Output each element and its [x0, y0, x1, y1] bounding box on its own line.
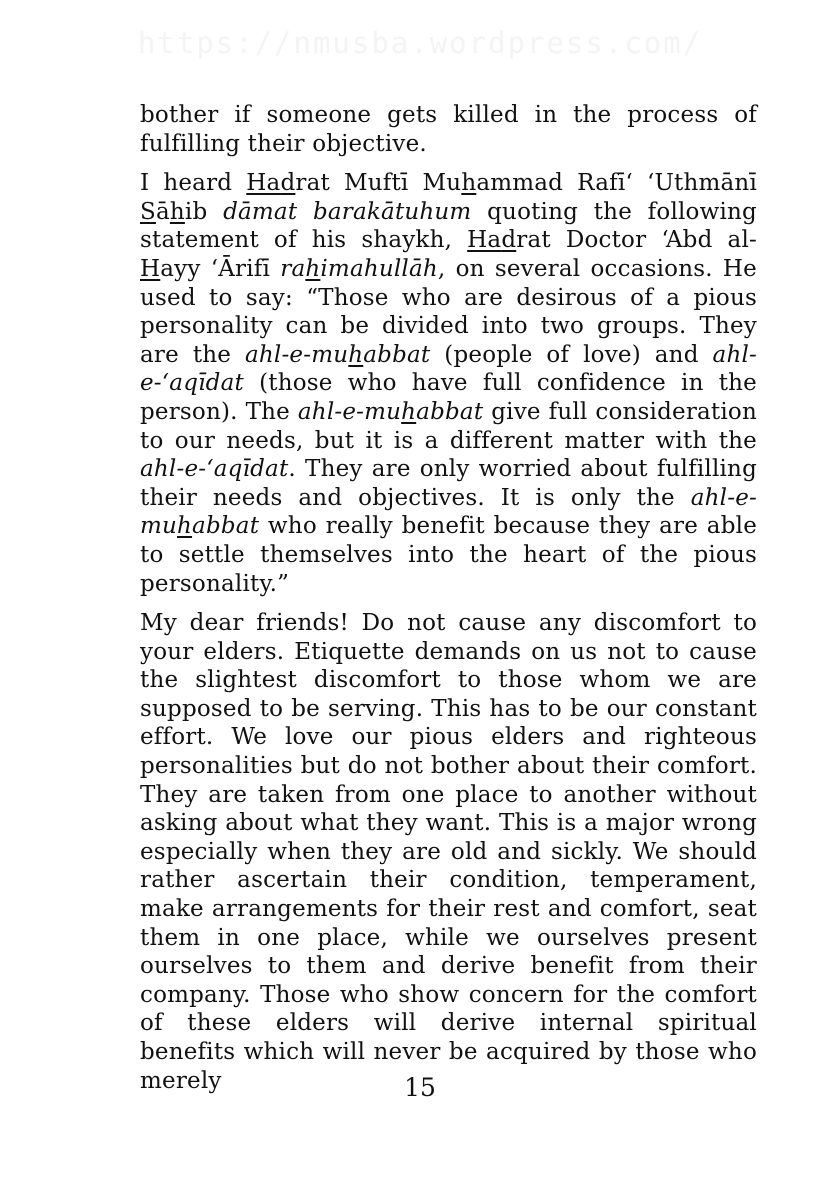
text-run: give full consideration to our needs, but it is a different matter with the [140, 398, 757, 454]
text-run: d [280, 170, 296, 197]
text-run: ahl-e-‘aqīdat [140, 341, 757, 397]
text-run: Ha [467, 227, 502, 254]
text-run: abbat [416, 398, 484, 425]
text-run: bother if someone gets killed in the process of fulfilling their objective. [140, 102, 757, 157]
text-run: ammad Rafī‘ ‘Uthmānī [476, 170, 758, 197]
text-run: , on several occasions. He used to say: “Those who are desirous of a pious personality can be divided into two groups. They are the [140, 255, 757, 368]
text-run: ā [155, 198, 170, 225]
text-run: ayy ‘Ārifī [160, 255, 281, 282]
text-run: h [305, 255, 321, 282]
text-run: h [348, 341, 364, 368]
text-run: abbat [192, 513, 260, 540]
text-run: rat Doctor ‘Abd al- [516, 227, 757, 254]
text-run: h [169, 198, 185, 225]
watermark-url: https://nmusba.wordpress.com/ [137, 26, 703, 60]
text-run: H [140, 255, 161, 282]
text-run: (people of love) and [430, 341, 713, 368]
text-run: ra [280, 255, 306, 282]
text-run: ahl-e-mu [297, 398, 402, 425]
text-run: ahl-e-mu [244, 341, 349, 368]
text-run: ahl-e-mu [140, 484, 757, 540]
text-run: My dear friends! Do not cause any discomfort to your elders. Etiquette demands on us not to cause the slightest discomfort to those whom we are supposed to be serving. This has to be our constant effort. We love our pious elders and righteous personalities but do not bother about their comfort. They are taken from one place to another without asking about what they want. This is a major wrong especially when they are old and sickly. We should rather ascertain their condition, temperament, make arrangements for their rest and comfort, seat them in one place, while we ourselves present ourselves to them and derive benefit from their company. Those who show concern for the comfort of these elders will derive internal spiritual benefits which will never be acquired by those who merely [140, 610, 757, 1094]
text-run: rat Muftī Mu [295, 170, 462, 197]
text-run: who really benefit because they are able to settle themselves into the heart of the pious personality.” [140, 513, 757, 597]
text-run: (those who have full confidence in the person). The [140, 370, 757, 425]
text-run: h [461, 170, 477, 197]
text-run: quoting the following statement of his shaykh, [140, 198, 757, 254]
page-text [140, 101, 757, 1095]
text-run: d [501, 227, 517, 254]
text-run: Ha [246, 170, 281, 197]
text-run: S [140, 198, 156, 225]
text-run: abbat [363, 341, 431, 368]
text-run: I heard [140, 170, 247, 197]
text-run: ib [184, 198, 224, 225]
text-run: imahullāh [320, 255, 438, 282]
text-run: dāmat barakātuhum [223, 198, 472, 225]
text-run: . They are only worried about fulfilling their needs and objectives. It is only the [140, 456, 757, 511]
text-run: h [401, 398, 417, 425]
paragraph [140, 169, 757, 598]
paragraph [140, 609, 757, 1095]
text-run: h [177, 513, 193, 540]
paragraph [140, 101, 757, 158]
text-run: ahl-e-‘aqīdat [140, 456, 289, 483]
page-number: 15 [404, 1073, 436, 1102]
